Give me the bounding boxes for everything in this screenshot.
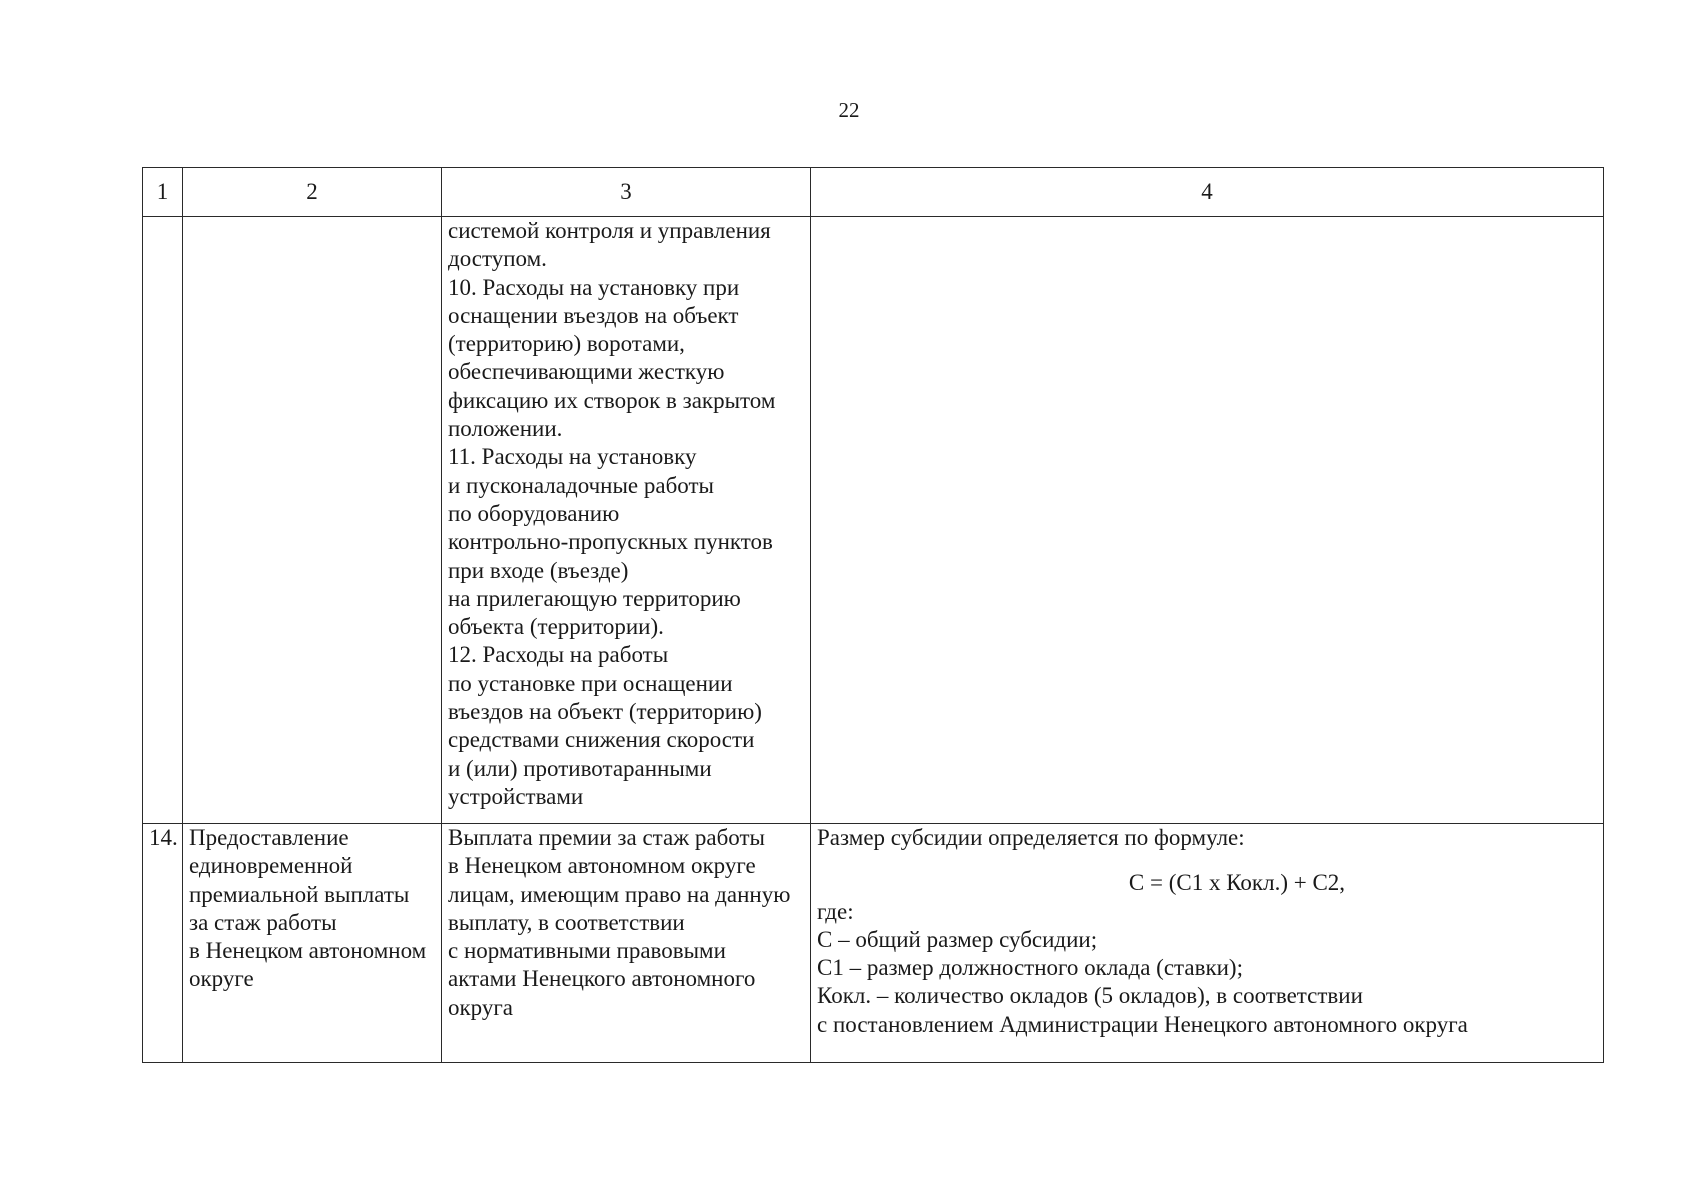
text-line: в Ненецком автономном <box>189 938 427 964</box>
continuation-col-2 <box>183 217 442 824</box>
text-line: объекта (территории). <box>448 614 664 640</box>
text-line: въездов на объект (территорию) <box>448 699 762 725</box>
text-line: при входе (въезде) <box>448 557 629 583</box>
text-line: выплату, в соответствии <box>448 909 685 935</box>
continuation-col-1 <box>143 217 183 824</box>
text-line: округе <box>189 966 254 992</box>
page-number: 22 <box>838 98 860 122</box>
text-line: доступом. <box>448 246 547 272</box>
text-line: (территорию) воротами, <box>448 331 685 357</box>
text-line: фиксацию их створок в закрытом <box>448 387 776 413</box>
formula-intro: Размер субсидии определяется по формуле: <box>817 825 1245 850</box>
text-line: устройствами <box>448 783 584 809</box>
table-row-14 <box>143 824 1604 1063</box>
row-14-number: 14. <box>143 824 183 1063</box>
formula-definition: С1 – размер должностного оклада (ставки); <box>817 955 1243 981</box>
text-line: 12. Расходы на работы <box>448 642 669 668</box>
text-line: на прилегающую территорию <box>448 585 741 611</box>
text-line: за стаж работы <box>189 909 337 935</box>
table-row-continuation <box>143 217 1604 824</box>
text-line: 11. Расходы на установку <box>448 444 697 470</box>
continuation-col-3 <box>442 217 811 824</box>
text-line: по установке при оснащении <box>448 670 733 696</box>
text-line: единовременной <box>189 853 353 879</box>
text-line: оснащении въездов на объект <box>448 302 739 328</box>
row-14-col-3 <box>442 824 811 1063</box>
text-line: положении. <box>448 416 563 442</box>
text-line: Предоставление <box>189 825 349 850</box>
text-line: Выплата премии за стаж работы <box>448 825 765 850</box>
text-line: округа <box>448 994 514 1020</box>
text-line: 10. Расходы на установку при <box>448 274 740 300</box>
subsidy-formula: С = (С1 х Кокл.) + С2, <box>1128 870 1346 896</box>
text-line: средствами снижения скорости <box>448 727 755 753</box>
formula-definition: с постановлением Администрации Ненецкого автономного округа <box>817 1011 1468 1037</box>
formula-definition: С – общий размер субсидии; <box>817 926 1098 952</box>
text-line: и (или) противотаранными <box>448 755 712 781</box>
text-line: в Ненецком автономном округе <box>448 853 756 879</box>
continuation-col-4 <box>811 217 1604 824</box>
formula-where: где: <box>817 898 854 924</box>
formula-definition: Кокл. – количество окладов (5 окладов), в соответствии <box>817 983 1363 1009</box>
text-line: обеспечивающими жесткую <box>448 359 725 385</box>
row-14-col-2 <box>183 824 442 1063</box>
header-col-3: 3 <box>442 168 811 217</box>
text-line: по оборудованию <box>448 500 620 526</box>
subsidy-table <box>142 167 1604 1063</box>
header-col-2: 2 <box>183 168 442 217</box>
header-row <box>143 168 1604 217</box>
text-line: премиальной выплаты <box>189 881 410 907</box>
text-line: лицам, имеющим право на данную <box>448 881 791 907</box>
text-line: с нормативными правовыми <box>448 938 726 964</box>
text-line: и пусконаладочные работы <box>448 472 714 498</box>
header-col-1: 1 <box>143 168 183 217</box>
header-col-4: 4 <box>811 168 1604 217</box>
text-line: актами Ненецкого автономного <box>448 966 756 992</box>
row-14-col-4 <box>811 824 1604 1063</box>
text-line: системой контроля и управления <box>448 218 771 243</box>
text-line: контрольно-пропускных пунктов <box>448 529 773 555</box>
